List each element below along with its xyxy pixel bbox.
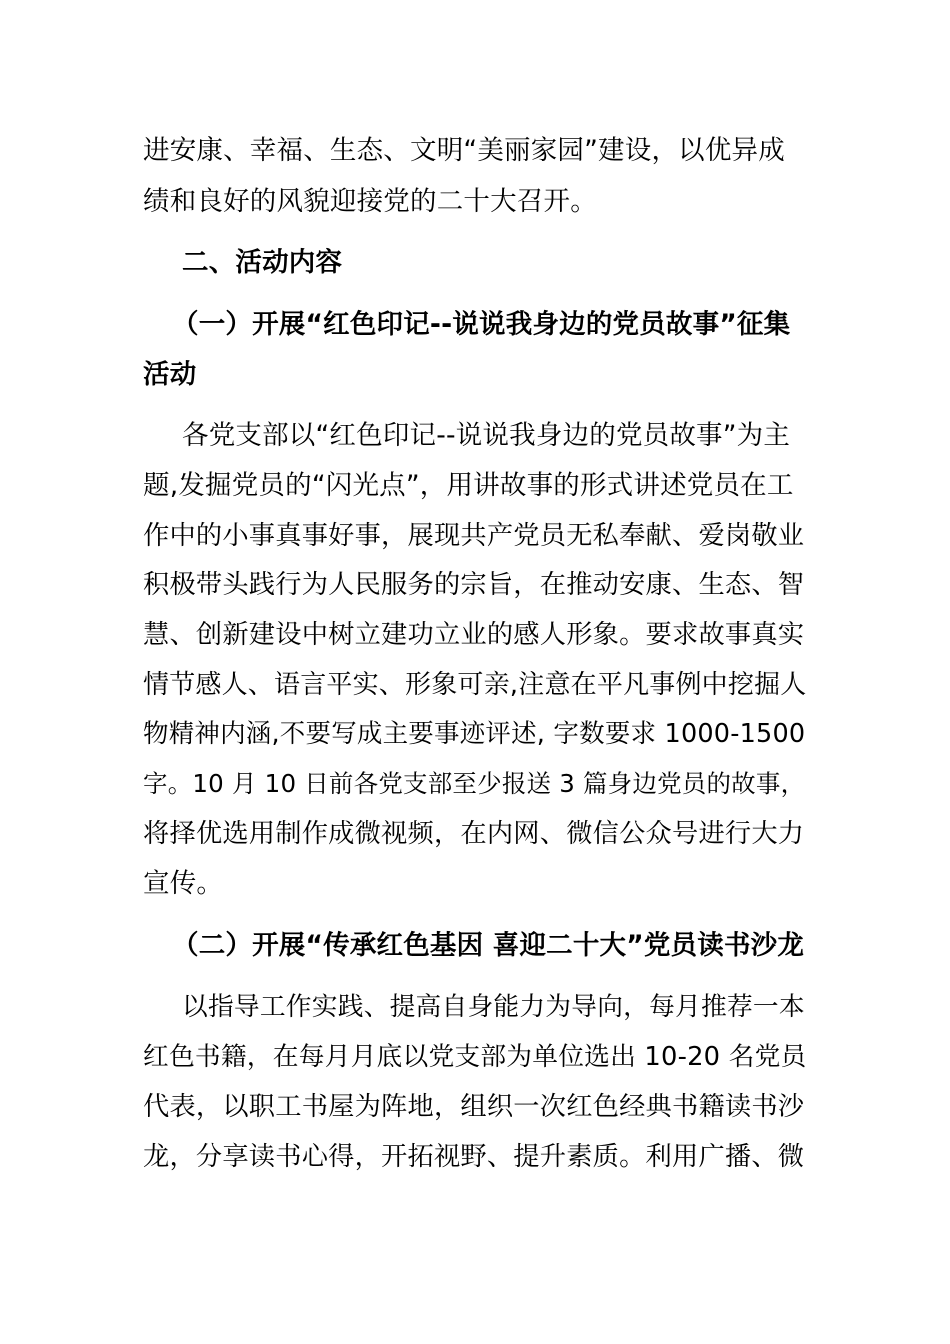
body-text-line: 慧、创新建设中树立建功立业的感人形象。要求故事真实 <box>143 620 805 650</box>
body-text-line: 将择优选用制作成微视频，在内网、微信公众号进行大力 <box>143 819 805 849</box>
body-text-line: 宣传。 <box>143 868 224 899</box>
subsection-heading-continued: 活动 <box>143 359 197 390</box>
body-text-line: 情节感人、语言平实、形象可亲,注意在平凡事例中挖掘人 <box>143 670 807 700</box>
subsection-heading: （一）开展“红色印记--说说我身边的党员故事”征集 <box>172 309 791 340</box>
body-text-line: 进安康、幸福、生态、文明“美丽家园”建设，以优异成 <box>143 135 785 166</box>
paragraph-first-line: 以指导工作实践、提高自身能力为导向，每月推荐一本 <box>182 992 805 1022</box>
body-text-line: 绩和良好的风貌迎接党的二十大召开。 <box>143 186 597 217</box>
body-text-line: 红色书籍，在每月月底以党支部为单位选出 10-20 名党员 <box>143 1042 807 1072</box>
body-text-line: 题,发掘党员的“闪光点”，用讲故事的形式讲述党员在工 <box>143 470 794 501</box>
section-heading: 二、活动内容 <box>182 247 343 278</box>
body-text-line: 物精神内涵,不要写成主要事迹评述, 字数要求 1000-1500 <box>143 719 806 749</box>
body-text-line: 龙，分享读书心得，开拓视野、提升素质。利用广播、微 <box>143 1142 805 1172</box>
body-text-line: 代表，以职工书屋为阵地，组织一次红色经典书籍读书沙 <box>143 1092 805 1122</box>
body-text-line: 字。10 月 10 日前各党支部至少报送 3 篇身边党员的故事， <box>143 769 806 798</box>
body-text-line: 积极带头践行为人民服务的宗旨，在推动安康、生态、智 <box>143 570 805 600</box>
body-text-line: 作中的小事真事好事，展现共产党员无私奉献、爱岗敬业 <box>143 521 805 551</box>
subsection-heading: （二）开展“传承红色基因 喜迎二十大”党员读书沙龙 <box>172 930 805 961</box>
paragraph-first-line: 各党支部以“红色印记--说说我身边的党员故事”为主 <box>182 420 791 451</box>
